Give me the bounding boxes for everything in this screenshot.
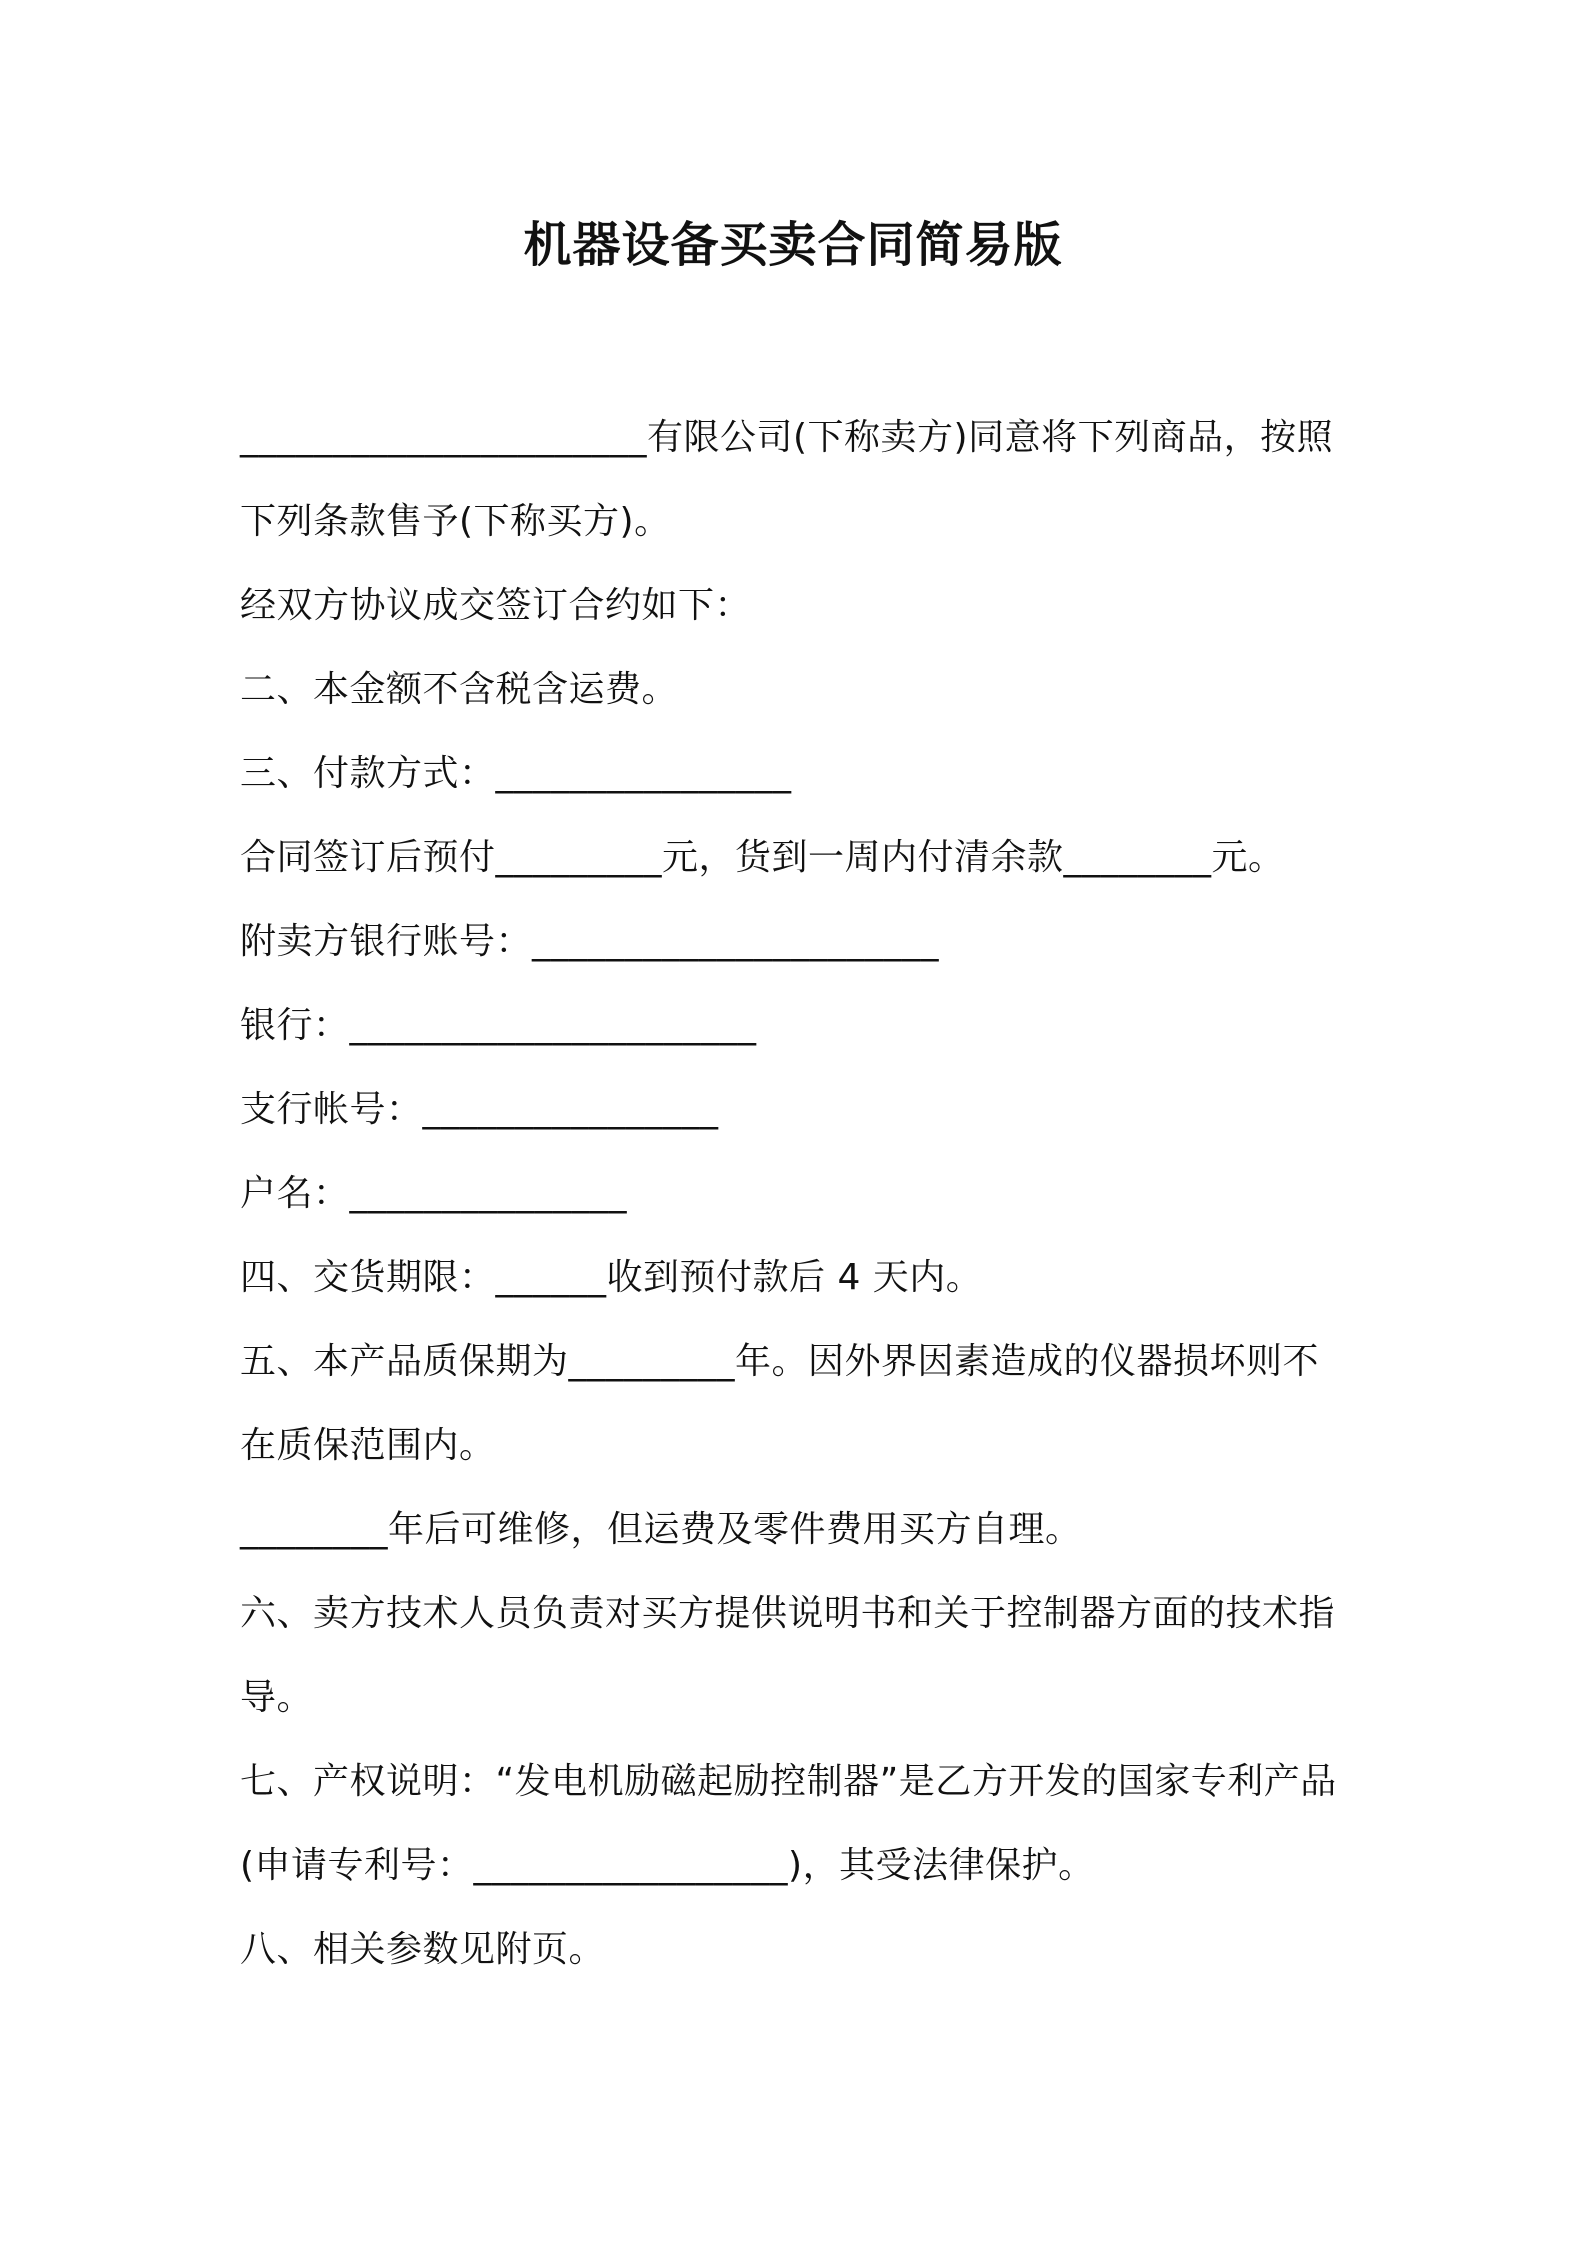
prepayment-paragraph: 合同签订后预付_________元，货到一周内付清余款________元。 xyxy=(240,837,1285,878)
branch-account-field: 支行帐号：________________ xyxy=(240,1089,719,1130)
clause-7-property-rights-paragraph: 七、产权说明：“发电机励磁起励控制器”是乙方开发的国家专利产品(申请专利号：_________________)，其受法律保护。 xyxy=(240,1761,1337,1886)
clause-4-delivery-paragraph: 四、交货期限：______收到预付款后 4 天内。 xyxy=(240,1257,983,1298)
bank-field: 银行：______________________ xyxy=(240,1005,757,1046)
seller-agreement-paragraph: ______________________有限公司(下称卖方)同意将下列商品，按照下列条款售予(下称买方)。 xyxy=(240,417,1334,542)
seller-bank-account-field: 附卖方银行账号：______________________ xyxy=(240,921,940,962)
document-title: 机器设备买卖合同简易版 xyxy=(523,217,1063,273)
account-name-field: 户名：_______________ xyxy=(240,1173,628,1214)
repair-after-warranty-paragraph: ________年后可维修，但运费及零件费用买方自理。 xyxy=(240,1509,1082,1550)
document-body xyxy=(240,396,1355,1992)
clause-6-technical-support-paragraph: 六、卖方技术人员负责对买方提供说明书和关于控制器方面的技术指导。 xyxy=(240,1593,1336,1718)
contract-intro-paragraph: 经双方协议成交签订合约如下： xyxy=(240,585,752,626)
clause-3-payment-method: 三、付款方式：________________ xyxy=(240,753,792,794)
clause-2-paragraph: 二、本金额不含税含运费。 xyxy=(240,669,679,710)
clause-5-warranty-paragraph: 五、本产品质保期为_________年。因外界因素造成的仪器损坏则不在质保范围内。 xyxy=(240,1341,1320,1466)
clause-8-parameters-paragraph: 八、相关参数见附页。 xyxy=(240,1929,606,1970)
